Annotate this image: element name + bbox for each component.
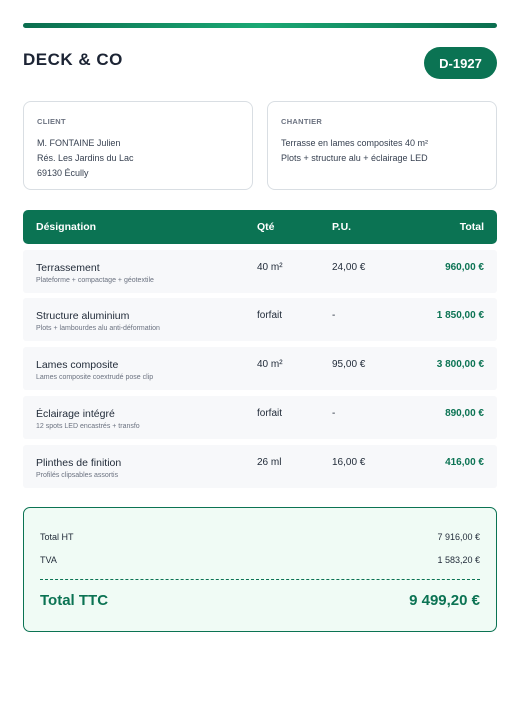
row-total: 3 800,00 €	[436, 359, 484, 370]
site-line-1: Terrasse en lames composites 40 m²	[281, 138, 429, 148]
row-name: Éclairage intégré	[36, 408, 115, 420]
table-row	[23, 250, 497, 293]
row-desc: 12 spots LED encastrés + transfo	[36, 423, 140, 430]
row-qty: forfait	[257, 310, 283, 321]
tva-line	[40, 555, 480, 565]
row-desc: Profilés clipsables assortis	[36, 472, 119, 479]
total-ht-line	[40, 532, 480, 542]
tva-value: 1 583,20 €	[437, 555, 480, 565]
total-ttc-label: Total TTC	[40, 592, 109, 609]
total-ht-label: Total HT	[40, 532, 74, 542]
row-total: 1 850,00 €	[436, 310, 484, 321]
row-desc: Lames composite coextrudé pose clip	[36, 374, 154, 381]
client-address: Rés. Les Jardins du Lac	[37, 153, 134, 163]
row-qty: 26 ml	[257, 457, 282, 468]
header-total: Total	[459, 221, 484, 233]
table-row	[23, 445, 497, 488]
row-total: 960,00 €	[445, 262, 484, 273]
row-unit-price: 95,00 €	[332, 359, 366, 370]
row-total: 416,00 €	[445, 457, 484, 468]
tva-label: TVA	[40, 555, 57, 565]
row-unit-price: 16,00 €	[332, 457, 366, 468]
row-total: 890,00 €	[445, 408, 484, 419]
table-row	[23, 347, 497, 390]
table-row	[23, 298, 497, 341]
client-city: 69130 Écully	[37, 168, 89, 178]
totals-divider	[40, 579, 480, 580]
row-desc: Plots + lambourdes alu anti-déformation	[36, 325, 160, 332]
total-ttc-line	[40, 592, 480, 609]
client-label: CLIENT	[37, 117, 66, 126]
site-card	[267, 101, 497, 190]
client-card	[23, 101, 253, 190]
company-name: DECK & CO	[23, 50, 123, 69]
client-name: M. FONTAINE Julien	[37, 138, 121, 148]
header-designation: Désignation	[36, 221, 97, 233]
quote-number-badge: D-1927	[424, 47, 497, 79]
total-ht-value: 7 916,00 €	[437, 532, 480, 542]
row-unit-price: -	[332, 408, 336, 419]
site-label: CHANTIER	[281, 117, 323, 126]
row-unit-price: -	[332, 310, 336, 321]
top-accent-bar	[23, 23, 497, 28]
row-unit-price: 24,00 €	[332, 262, 366, 273]
totals-box	[23, 507, 497, 632]
row-qty: forfait	[257, 408, 283, 419]
site-line-2: Plots + structure alu + éclairage LED	[281, 153, 428, 163]
row-name: Lames composite	[36, 359, 119, 371]
table-header	[23, 210, 497, 244]
row-name: Terrassement	[36, 262, 100, 274]
total-ttc-value: 9 499,20 €	[409, 592, 480, 609]
header-qty: Qté	[257, 221, 275, 233]
row-qty: 40 m²	[257, 359, 283, 370]
table-row	[23, 396, 497, 439]
row-qty: 40 m²	[257, 262, 283, 273]
row-name: Structure aluminium	[36, 310, 130, 322]
header-unit-price: P.U.	[332, 221, 352, 233]
row-name: Plinthes de finition	[36, 457, 122, 469]
row-desc: Plateforme + compactage + géotextile	[36, 277, 154, 284]
